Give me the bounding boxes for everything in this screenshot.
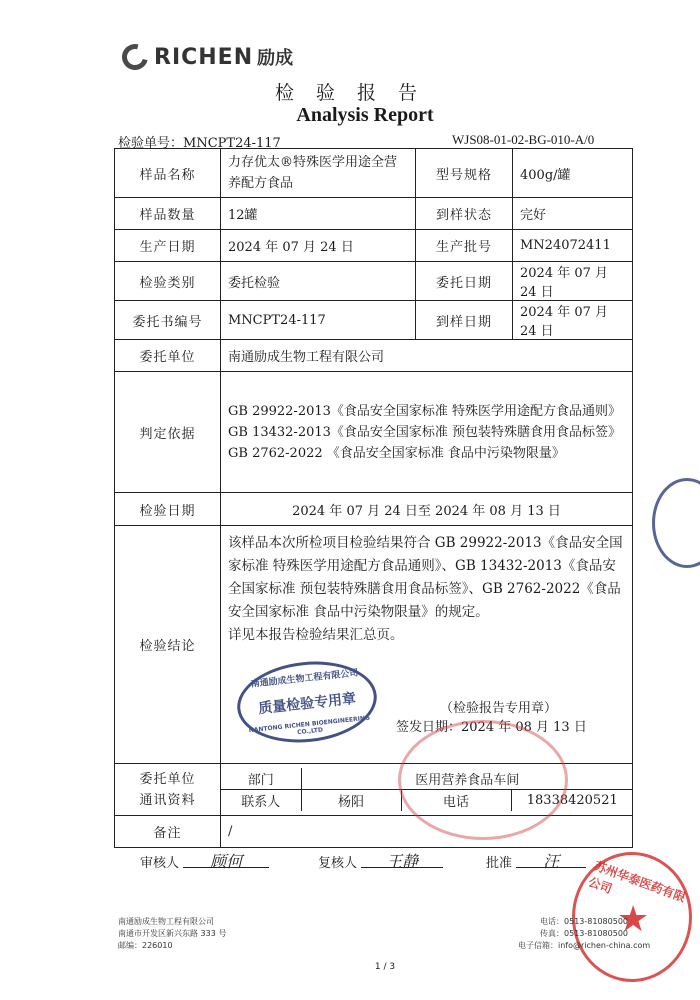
checker-signature: 王静: [361, 849, 443, 868]
table-row: [115, 816, 633, 848]
stamp-top-text: 南通励成生物工程有限公司: [250, 668, 359, 690]
arrival-state-value: 完好: [513, 198, 633, 230]
table-row: [115, 230, 633, 262]
arrival-date-label: 到样日期: [416, 301, 513, 340]
arrival-date-value: 2024 年 07 月 24 日: [513, 301, 633, 340]
basis-label: 判定依据: [115, 372, 221, 493]
entrust-date-label: 委托日期: [416, 262, 513, 301]
reviewer-label: 审核人: [140, 856, 180, 871]
logo-text-en: RICHEN: [154, 44, 254, 70]
remark-value: /: [221, 816, 633, 848]
basis-item: GB 2762-2022 《食品安全国家标准 食品中污染物限量》: [228, 445, 565, 461]
test-type-label: 检验类别: [115, 262, 221, 301]
page-number: 1 / 3: [374, 962, 396, 972]
table-row: [115, 198, 633, 230]
conclusion-label: 检验结论: [115, 526, 221, 764]
stamp-bottom-text: NANTONG RICHEN BIOENGINEERING CO.,LTD: [248, 714, 371, 737]
person-label: 联系人: [221, 790, 301, 812]
report-title-en: Analysis Report: [296, 104, 434, 126]
reviewer: [140, 849, 269, 871]
basis-item: GB 29922-2013《食品安全国家标准 特殊医学用途配方食品通则》: [228, 403, 622, 419]
arrival-state-label: 到样状态: [416, 198, 513, 230]
person-value: 杨阳: [301, 790, 401, 812]
table-row: [115, 301, 633, 340]
phone-label: 电话: [401, 790, 511, 812]
client-value: 南通励成生物工程有限公司: [221, 340, 633, 372]
footer-line: 传真：0513-81080500: [540, 929, 628, 938]
spec-label: 型号规格: [416, 149, 513, 198]
red-seal-faint: [398, 720, 568, 840]
basis-item: GB 13432-2013《食品安全国家标准 预包装特殊膳食用食品标签》: [228, 424, 622, 440]
prod-date-label: 生产日期: [115, 230, 221, 262]
qty-label: 样品数量: [115, 198, 221, 230]
table-row: [115, 340, 633, 372]
remark-label: 备注: [115, 816, 221, 848]
conclusion-text: 该样品本次所检项目检验结果符合 GB 29922-2013《食品安全国家标准 特殊医学用途配方食品通则》、GB 13432-2013《食品安全国家标准 预包装特殊膳食用食品标签》、GB 2762-2022《食品安全国家标准 食品中污染物限量》的规定。: [228, 535, 623, 620]
footer-line: 南通励成生物工程有限公司: [118, 917, 214, 926]
spec-value: 400g/罐: [513, 149, 633, 198]
star-icon: ★: [617, 899, 650, 940]
qty-value: 12罐: [221, 198, 416, 230]
sample-name-label: 样品名称: [115, 149, 221, 198]
table-row: [115, 149, 633, 198]
test-date-label: 检验日期: [115, 493, 221, 526]
footer-right: [518, 916, 651, 952]
footer-line: 南通市开发区新兴东路 333 号: [118, 929, 227, 938]
entrust-no-label: 委托书编号: [115, 301, 221, 340]
report-number-label: 检验单号：: [118, 136, 184, 151]
prod-date-value: 2024 年 07 月 24 日: [221, 230, 416, 262]
table-row: [115, 493, 633, 526]
report-table: [114, 148, 633, 848]
footer-line: 电话：0513-81080500: [540, 917, 628, 926]
contact-label-line: 委托单位: [139, 771, 196, 787]
company-logo: [122, 44, 293, 70]
stamp-caption: （检验报告专用章）: [440, 701, 558, 716]
entrust-date-value: 2024 年 07 月 24 日: [513, 262, 633, 301]
client-label: 委托单位: [115, 340, 221, 372]
checker: [318, 849, 443, 871]
batch-label: 生产批号: [416, 230, 513, 262]
footer-left: [118, 916, 226, 952]
entrust-no-value: MNCPT24-117: [221, 301, 416, 340]
sign-date: 签发日期：2024 年 08 月 13 日: [396, 720, 587, 735]
approver-signature: 汪: [516, 849, 586, 868]
footer-line: 邮编：226010: [118, 941, 173, 950]
document-code: WJS08-01-02-BG-010-A/0: [452, 132, 595, 147]
dept-label: 部门: [221, 768, 301, 790]
table-row: [115, 262, 633, 301]
contact-label-line: 通讯资料: [139, 792, 196, 808]
stamp-middle-text: 质量检验专用章: [257, 690, 357, 718]
basis-value: [221, 372, 633, 493]
contact-label: [115, 764, 221, 816]
batch-value: MN24072411: [513, 230, 633, 262]
approver: [486, 849, 586, 871]
side-seal: [652, 478, 700, 568]
report-number-value: MNCPT24-117: [183, 136, 281, 151]
table-row: [115, 372, 633, 493]
conclusion-note: 详见本报告检验结果汇总页。: [228, 627, 404, 643]
checker-label: 复核人: [318, 856, 358, 871]
footer-line: 电子信箱：info@richen-china.com: [518, 941, 651, 950]
test-type-value: 委托检验: [221, 262, 416, 301]
logo-text-cn: 励成: [257, 48, 294, 69]
test-date-value: 2024 年 07 月 24 日至 2024 年 08 月 13 日: [221, 493, 633, 526]
dept-value: 医用营养食品车间: [301, 768, 633, 790]
approver-label: 批准: [486, 856, 513, 871]
logo-mark-icon: [117, 39, 153, 75]
sample-name-value: 力存优太®特殊医学用途全营养配方食品: [221, 149, 416, 198]
reviewer-signature: 顾何: [183, 849, 269, 868]
phone-value: 18338420521: [511, 790, 633, 812]
report-title-cn: 检 验 报 告: [274, 82, 426, 104]
seal-text: 苏州华泰医药有限公司: [586, 858, 688, 905]
